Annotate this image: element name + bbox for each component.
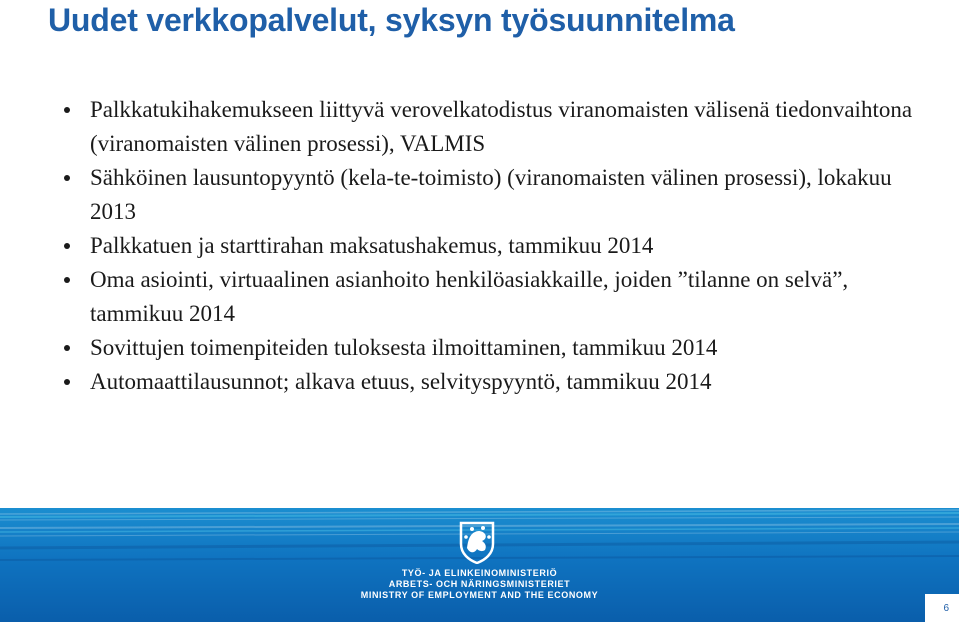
page-number: 6	[943, 603, 949, 614]
bullet-item: Oma asiointi, virtuaalinen asianhoito henkilöasiakkaille, joiden ”tilanne on selvä”, tammikuu 2014	[62, 263, 942, 331]
bullet-item: Palkkatuen ja starttirahan maksatushakemus, tammikuu 2014	[62, 229, 942, 263]
ministry-name-en: MINISTRY OF EMPLOYMENT AND THE ECONOMY	[360, 590, 599, 600]
slide-title: Uudet verkkopalvelut, syksyn työsuunnitelma	[48, 2, 735, 38]
page-number-panel	[925, 594, 959, 622]
ministry-name-fi: TYÖ- JA ELINKEINOMINISTERIÖ	[401, 568, 558, 578]
bullet-list	[62, 93, 942, 399]
bullet-item: Sovittujen toimenpiteiden tuloksesta ilmoittaminen, tammikuu 2014	[62, 331, 942, 365]
bullet-item: Sähköinen lausuntopyyntö (kela-te-toimisto) (viranomaisten välinen prosessi), lokakuu 2013	[62, 161, 942, 229]
bullet-item: Automaattilausunnot; alkava etuus, selvityspyyntö, tammikuu 2014	[62, 365, 942, 399]
ministry-footer	[0, 508, 959, 622]
finnish-lion-crest-icon	[458, 520, 496, 564]
bullet-item: Palkkatukihakemukseen liittyvä verovelkatodistus viranomaisten välisenä tiedonvaihtona (viranomaisten välinen prosessi), VALMIS	[62, 93, 942, 161]
ministry-name-sv: ARBETS- OCH NÄRINGSMINISTERIET	[388, 579, 571, 589]
